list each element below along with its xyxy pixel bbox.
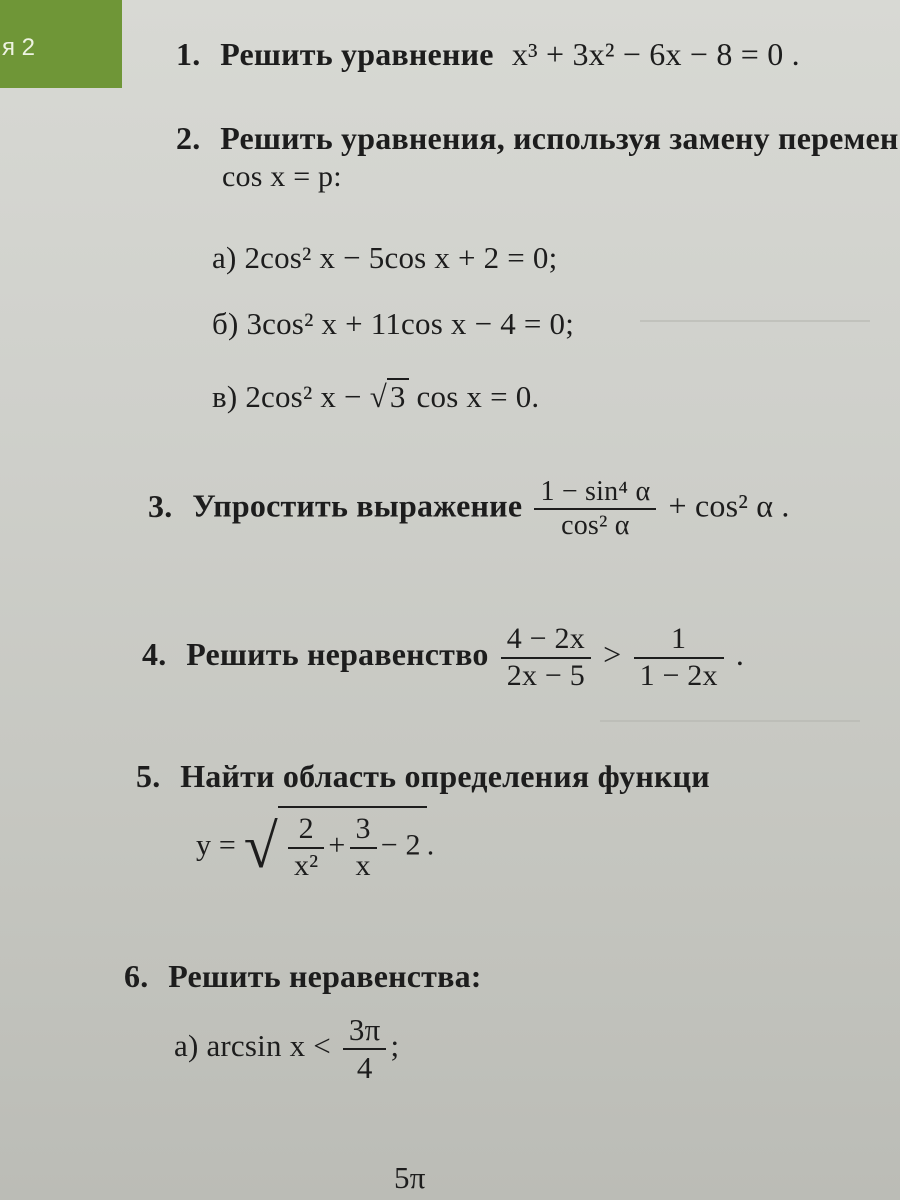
equation-b (212, 306, 574, 342)
problem-1 (176, 36, 800, 73)
problem-number: 2. (176, 120, 201, 156)
sqrt-symbol: √ (243, 813, 278, 881)
fraction-numerator: 3π (343, 1012, 387, 1050)
equation: x³ + 3x² − 6x − 8 = 0 . (511, 36, 800, 72)
problem-text: Найти область определения функци (180, 758, 710, 794)
problem-3 (148, 476, 790, 542)
problem-number: 5. (136, 758, 161, 794)
fraction-numerator: 2 (288, 812, 324, 849)
problem-text: Решить неравенство (186, 635, 489, 672)
chapter-tab (0, 0, 122, 88)
equation-part: cos x = 0. (408, 379, 540, 414)
fraction-numerator: 1 (634, 622, 724, 659)
fraction-denominator: 4 (356, 1049, 373, 1085)
expression-rest: + cos² α . (668, 487, 790, 524)
fraction (350, 812, 377, 883)
fraction-denominator: x (355, 848, 371, 882)
equation: 3cos² x + 11cos x − 4 = 0; (246, 306, 575, 341)
fraction-denominator: x² (293, 848, 319, 882)
function-lhs: y = (196, 828, 237, 862)
inequality-sign: > (603, 635, 622, 672)
sqrt-radicand (278, 806, 427, 887)
function-definition (196, 806, 434, 887)
equation-a (212, 240, 557, 276)
bleed-through-mark (640, 320, 870, 340)
problem-5 (136, 758, 710, 795)
sqrt-radicand: 3 (387, 378, 409, 414)
problem-4 (142, 622, 744, 693)
plus-sign: + (328, 828, 346, 862)
item-label: а) (174, 1027, 199, 1063)
fraction-right (634, 622, 724, 693)
item-label: в) (212, 379, 238, 414)
fraction-denominator: 2x − 5 (506, 658, 585, 692)
problem-6 (124, 958, 482, 995)
period: . (426, 828, 435, 862)
problem-number: 6. (124, 958, 149, 994)
fraction (343, 1012, 387, 1085)
semicolon: ; (390, 1027, 400, 1063)
bleed-through-mark (600, 720, 860, 740)
problem-text: Упростить выражение (192, 487, 523, 524)
problem-2 (176, 120, 899, 157)
problem-text: Решить уравнение (220, 36, 494, 72)
substitution-note: cos x = p: (222, 160, 342, 193)
inequality-a (174, 1012, 399, 1085)
fraction-left (501, 622, 591, 693)
fraction-denominator: 1 − 2x (639, 658, 718, 692)
equation-c (212, 378, 539, 415)
fraction (288, 812, 324, 883)
cut-off-numerator: 5π (394, 1160, 426, 1195)
problem-number: 4. (142, 635, 167, 672)
problem-number: 3. (148, 487, 173, 524)
problem-text: Решить уравнения, используя замену перемен (220, 120, 899, 156)
equation: 2cos² x − 5cos x + 2 = 0; (244, 240, 558, 275)
problem-text: Решить неравенства: (168, 958, 482, 994)
fraction-numerator: 3 (350, 812, 377, 849)
item-label: б) (212, 306, 239, 341)
fraction-denominator: cos² α (561, 510, 630, 542)
fraction-numerator: 4 − 2x (501, 622, 591, 659)
inequality-lhs: arcsin x < (206, 1027, 331, 1063)
expression-rest: − 2 (380, 828, 421, 862)
chapter-tab-label: я 2 (2, 34, 36, 61)
equation-part: 2cos² x − (245, 379, 370, 414)
fraction (534, 476, 656, 542)
fraction-numerator: 1 − sin⁴ α (534, 476, 656, 510)
problem-number: 1. (176, 36, 201, 72)
sqrt-symbol: √ (369, 379, 387, 414)
period: . (735, 635, 745, 672)
item-label: а) (212, 240, 237, 275)
